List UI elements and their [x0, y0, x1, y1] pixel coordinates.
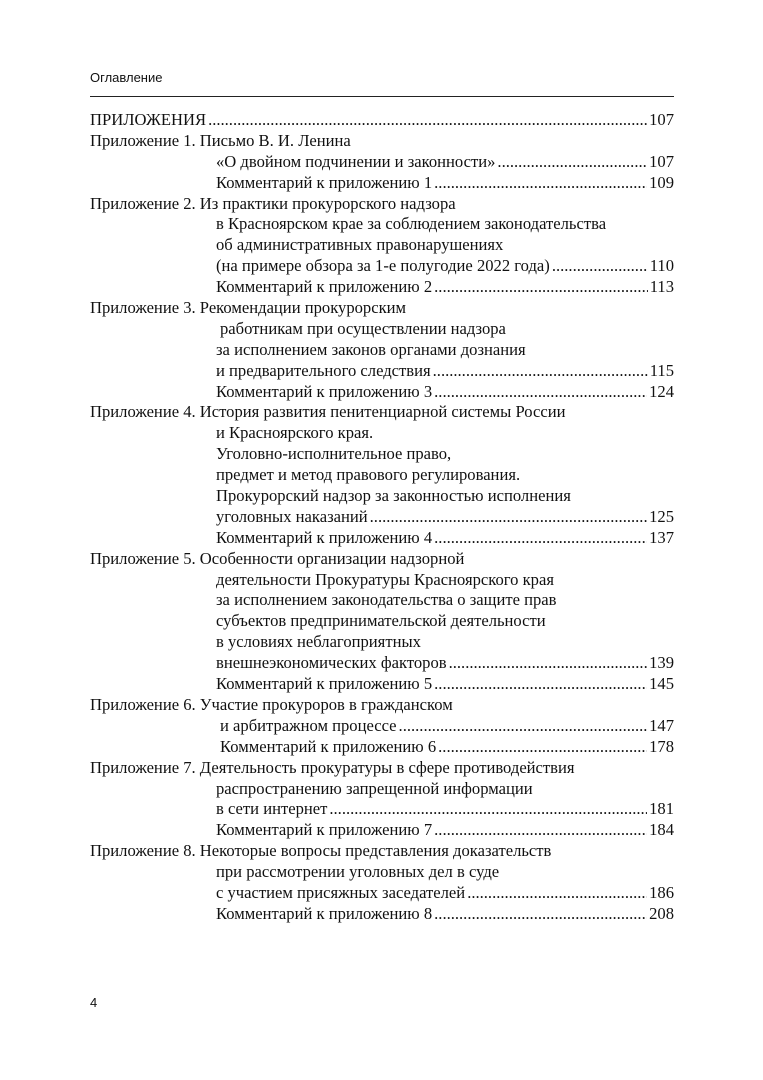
toc-entry-page: 107 [649, 151, 674, 171]
toc-entry-title: Уголовно-исполнительное право, [216, 444, 452, 464]
toc-entry-title: в условиях неблагоприятных [216, 632, 421, 652]
toc-entry[interactable] [90, 528, 674, 549]
dot-leader [552, 256, 648, 277]
toc-entry-title: Приложение 4. История развития пенитенциарной системы России [90, 402, 566, 422]
dot-leader [434, 904, 647, 925]
toc-entry-page: 125 [649, 506, 674, 526]
toc-entry-title: распространению запрещенной информации [216, 778, 533, 798]
page-number: 4 [90, 995, 98, 1010]
toc-entry[interactable] [90, 298, 674, 319]
toc-entry-page: 181 [649, 799, 674, 819]
toc-entry-title: «О двойном подчинении и законности» [216, 151, 496, 171]
dot-leader [497, 152, 647, 173]
toc-entry-title: в сети интернет [216, 799, 328, 819]
toc-entry-title: Комментарий к приложению 8 [216, 903, 433, 923]
toc-entry-page: 139 [649, 653, 674, 673]
toc-entry-page: 137 [649, 527, 674, 547]
dot-leader [399, 716, 648, 737]
toc-entry[interactable] [90, 423, 674, 444]
toc-entry-page: 107 [649, 110, 674, 129]
toc-entry-title: при рассмотрении уголовных дел в суде [216, 862, 500, 882]
dot-leader [434, 820, 647, 841]
running-header: Оглавление [90, 70, 163, 85]
dot-leader [433, 361, 648, 382]
toc-entry[interactable] [90, 904, 674, 925]
toc-entry[interactable] [90, 465, 674, 486]
toc-entry[interactable] [90, 110, 674, 131]
dot-leader [434, 674, 647, 695]
toc-entry-title: Приложение 3. Рекомендации прокурорским [90, 298, 407, 318]
table-of-contents [90, 110, 674, 925]
toc-entry-page: 124 [649, 381, 674, 401]
toc-entry[interactable] [90, 340, 674, 361]
dot-leader [434, 528, 647, 549]
toc-entry-title: Приложение 1. Письмо В. И. Ленина [90, 130, 351, 150]
toc-entry-title: Комментарий к приложению 1 [216, 172, 433, 192]
toc-entry-title: Комментарий к приложению 7 [216, 820, 433, 840]
toc-entry[interactable] [90, 779, 674, 800]
dot-leader [434, 173, 647, 194]
toc-entry[interactable] [90, 507, 674, 528]
toc-entry[interactable] [90, 758, 674, 779]
toc-entry-page: 145 [649, 674, 674, 694]
dot-leader [208, 110, 647, 131]
dot-leader [434, 277, 648, 298]
toc-entry[interactable] [90, 841, 674, 862]
toc-entry[interactable] [90, 611, 674, 632]
toc-entry-title: Комментарий к приложению 6 [220, 736, 437, 756]
toc-entry-title: и арбитражном процессе [220, 715, 397, 735]
toc-entry-title: об административных правонарушениях [216, 235, 504, 255]
toc-entry-title: Комментарий к приложению 2 [216, 277, 433, 297]
toc-entry-title: Приложение 5. Особенности организации надзорной [90, 548, 465, 568]
toc-entry[interactable] [90, 402, 674, 423]
toc-entry-title: за исполнением законодательства о защите прав [216, 590, 557, 610]
toc-entry-title: Прокурорский надзор за законностью исполнения [216, 486, 571, 506]
toc-entry-title: внешнеэкономических факторов [216, 653, 447, 673]
toc-entry-title: Приложение 2. Из практики прокурорского надзора [90, 193, 456, 213]
toc-entry-title: Комментарий к приложению 5 [216, 674, 433, 694]
toc-entry-title: (на примере обзора за 1-е полугодие 2022 года) [216, 256, 550, 276]
toc-entry-title: и Красноярского края. [216, 423, 374, 443]
toc-entry-page: 147 [649, 715, 674, 735]
dot-leader [434, 382, 647, 403]
toc-entry[interactable] [90, 256, 674, 277]
toc-entry-page: 115 [649, 360, 674, 380]
toc-entry-page: 178 [649, 736, 674, 756]
dot-leader [449, 653, 648, 674]
toc-entry[interactable] [90, 486, 674, 507]
toc-entry[interactable] [90, 674, 674, 695]
toc-entry-title: за исполнением законов органами дознания [216, 339, 526, 359]
toc-entry[interactable] [90, 862, 674, 883]
toc-entry-title: и предварительного следствия [216, 360, 431, 380]
toc-entry-page: 113 [649, 277, 674, 297]
toc-entry-page: 110 [649, 256, 674, 276]
toc-entry-page: 184 [649, 820, 674, 840]
toc-entry[interactable] [90, 173, 674, 194]
toc-entry[interactable] [90, 444, 674, 465]
toc-entry-title: ПРИЛОЖЕНИЯ [90, 110, 207, 129]
toc-entry-title: предмет и метод правового регулирования. [216, 465, 521, 485]
toc-entry-title: Комментарий к приложению 4 [216, 527, 433, 547]
toc-entry[interactable] [90, 319, 674, 340]
toc-entry[interactable] [90, 214, 674, 235]
toc-entry-title: Комментарий к приложению 3 [216, 381, 433, 401]
toc-entry[interactable] [90, 382, 674, 403]
toc-entry[interactable] [90, 152, 674, 173]
toc-entry[interactable] [90, 632, 674, 653]
dot-leader [370, 507, 647, 528]
toc-entry[interactable] [90, 695, 674, 716]
toc-entry[interactable] [90, 653, 674, 674]
toc-entry-title: деятельности Прокуратуры Красноярского края [216, 569, 554, 589]
toc-entry-title: уголовных наказаний [216, 506, 368, 526]
toc-entry[interactable] [90, 277, 674, 298]
toc-entry[interactable] [90, 737, 674, 758]
toc-entry-title: в Красноярском крае за соблюдением законодательства [216, 214, 607, 234]
dot-leader [467, 883, 647, 904]
toc-entry[interactable] [90, 883, 674, 904]
toc-entry-page: 109 [649, 172, 674, 192]
toc-entry[interactable] [90, 361, 674, 382]
toc-entry[interactable] [90, 716, 674, 737]
toc-entry[interactable] [90, 799, 674, 820]
dot-leader [438, 737, 647, 758]
toc-entry-title: с участием присяжных заседателей [216, 882, 466, 902]
toc-entry[interactable] [90, 131, 674, 152]
toc-entry-title: Приложение 7. Деятельность прокуратуры в сфере противодействия [90, 757, 575, 777]
toc-entry[interactable] [90, 590, 674, 611]
toc-entry[interactable] [90, 820, 674, 841]
dot-leader [329, 799, 647, 820]
header-rule [90, 96, 674, 97]
toc-entry-page: 186 [649, 882, 674, 902]
toc-entry-page: 208 [649, 903, 674, 923]
toc-entry-title: Приложение 6. Участие прокуроров в гражданском [90, 694, 453, 714]
toc-entry[interactable] [90, 549, 674, 570]
toc-entry-title: Приложение 8. Некоторые вопросы представления доказательств [90, 841, 552, 861]
toc-entry-title: работникам при осуществлении надзора [220, 318, 506, 338]
toc-entry-title: субъектов предпринимательской деятельности [216, 611, 546, 631]
toc-entry[interactable] [90, 235, 674, 256]
toc-entry[interactable] [90, 194, 674, 215]
toc-entry[interactable] [90, 570, 674, 591]
